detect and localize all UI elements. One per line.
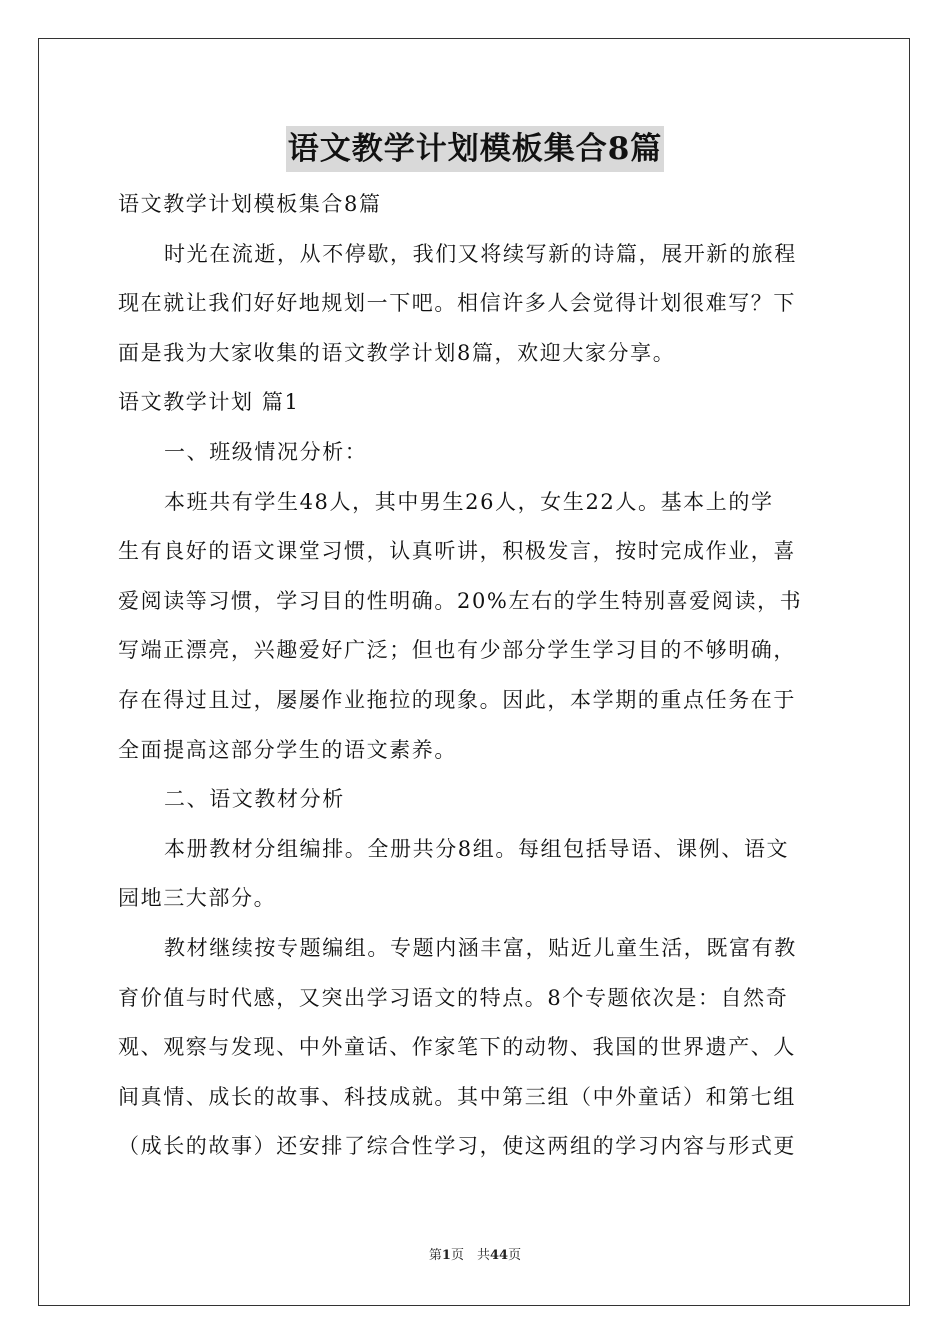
- paragraph-line: 存在得过且过，屡屡作业拖拉的现象。因此，本学期的重点任务在于: [118, 687, 796, 712]
- subtitle-line: 语文教学计划模板集合8篇: [118, 192, 382, 216]
- paragraph-line: 时光在流逝，从不停歇，我们又将续写新的诗篇，展开新的旅程: [164, 241, 797, 266]
- paragraph-line: 生有良好的语文课堂习惯，认真听讲，积极发言，按时完成作业，喜: [118, 539, 796, 564]
- paragraph-line: 写端正漂亮，兴趣爱好广泛；但也有少部分学生学习目的不够明确，: [118, 638, 796, 663]
- page-suffix: 页: [508, 1248, 522, 1263]
- paragraph-line: 园地三大部分。: [118, 886, 277, 911]
- paragraph-line: 全面提高这部分学生的语文素养。: [118, 737, 457, 762]
- title-container: [0, 126, 950, 172]
- paragraph-line: 面是我为大家收集的语文教学计划8篇，欢迎大家分享。: [118, 340, 676, 365]
- page-prefix: 第: [428, 1248, 442, 1263]
- paragraph-line: 教材继续按专题编组。专题内涵丰富，贴近儿童生活，既富有教: [164, 935, 797, 960]
- paragraph-line: 现在就让我们好好地规划一下吧。相信许多人会觉得计划很难写？下: [118, 291, 796, 316]
- subsection-heading: 一、班级情况分析：: [164, 439, 368, 464]
- paragraph-line: 爱阅读等习惯，学习目的性明确。20%左右的学生特别喜爱阅读，书: [118, 588, 803, 613]
- paragraph-line: （成长的故事）还安排了综合性学习，使这两组的学习内容与形式更: [118, 1134, 796, 1159]
- paragraph-line: 育价值与时代感，又突出学习语文的特点。8个专题依次是：自然奇: [118, 985, 789, 1010]
- subsection-heading: 二、语文教材分析: [164, 787, 345, 812]
- paragraph-line: 间真情、成长的故事、科技成就。其中第三组（中外童话）和第七组: [118, 1084, 796, 1109]
- paragraph-line: 本班共有学生48人，其中男生26人，女生22人。基本上的学: [164, 489, 774, 514]
- page-total: 44: [489, 1248, 509, 1263]
- page-number: 1: [441, 1248, 451, 1263]
- page-mid: 页 共: [450, 1248, 490, 1263]
- page-footer: [0, 1244, 950, 1263]
- paragraph-line: 本册教材分组编排。全册共分8组。每组包括导语、课例、语文: [164, 836, 790, 861]
- paragraph-line: 观、观察与发现、中外童话、作家笔下的动物、我国的世界遗产、人: [118, 1035, 796, 1060]
- section-heading: 语文教学计划 篇1: [118, 390, 300, 415]
- document-body: [118, 180, 834, 1172]
- document-title: 语文教学计划模板集合8篇: [286, 126, 665, 172]
